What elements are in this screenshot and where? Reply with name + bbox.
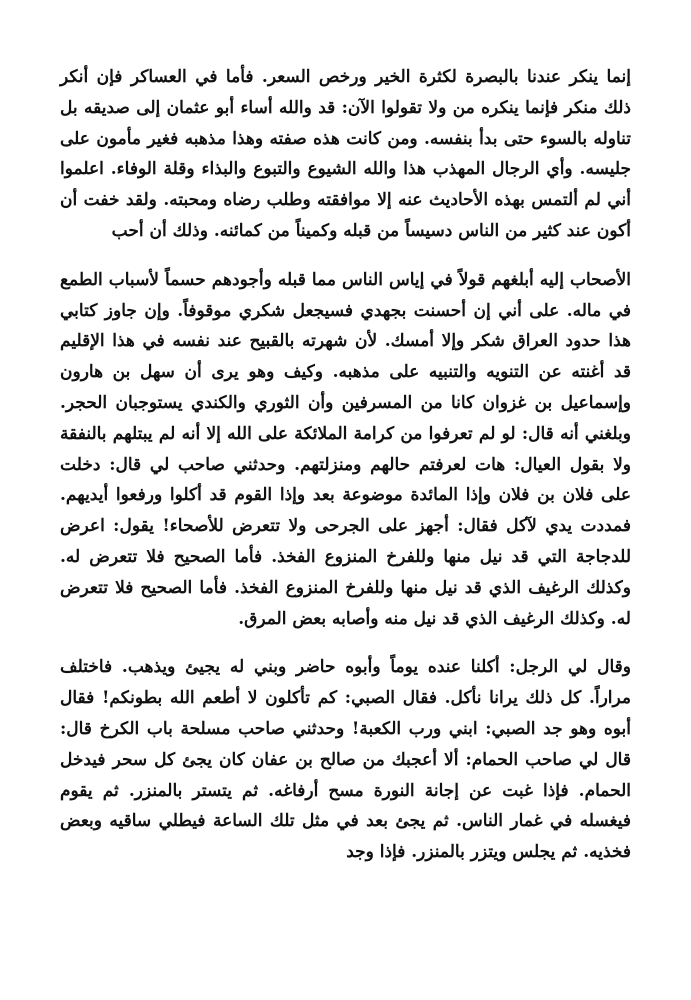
paragraph-2: الأصحاب إليه أبلغهم قولاً في إياس الناس مما قبله وأجودهم حسماً لأسباب الطمع في ماله. على أني إن أحسنت بجهدي فسيجعل شكري موقوفاً. وإن جاوز كتابي هذا حدود العراق شكر وإلا أمسك. لأن شهرته بالقبيح عند نفسه في هذا الإقليم قد أغنته عن التنويه والتنبيه على مذهبه. وكيف وهو يرى أن سهل بن هارون وإسماعيل بن غزوان كانا من المسرفين وأن الثوري والكندي يستوجبان الحجر. وبلغني أنه قال: لو لم تعرفوا من كرامة الملائكة على الله إلا أنه لم يبتلهم بالنفقة ولا بقول العيال: هات لعرفتم حالهم ومنزلتهم. وحدثني صاحب لي قال: دخلت على فلان بن فلان وإذا المائدة موضوعة بعد وإذا القوم قد أكلوا ورفعوا أيديهم. فمددت يدي لآكل فقال: أجهز على الجرحى ولا تتعرض للأصحاء! يقول: اعرض للدجاجة التي قد نيل منها وللفرخ المنزوع الفخذ. فأما الصحيح فلا تتعرض له. وكذلك الرغيف الذي قد نيل منها وللفرخ المنزوع الفخذ. فأما الصحيح فلا تتعرض له. وكذلك الرغيف الذي قد نيل منه وأصابه بعض المرق.	[60, 269, 631, 629]
paragraph-1: إنما ينكر عندنا بالبصرة لكثرة الخير ورخص السعر. فأما في العساكر فإن أنكر ذلك منكر فإنما ينكره من ولا تقولوا الآن: قد والله أساء أبو عثمان إلى صديقه بل تناوله بالسوء حتى بدأ بنفسه. ومن كانت هذه صفته وهذا مذهبه فغير مأمون على جليسه. وأي الرجال المهذب هذا والله الشيوع والتبوع والبذاء وقلة الوفاء. اعلموا أني لم ألتمس بهذه الأحاديث عنه إلا موافقته وطلب رضاه ومحبته. ولقد خفت أن أكون عند كثير من الناس دسيساً من قبله وكميناً من كمائنه. وذلك أن أحب	[60, 67, 631, 241]
document-page	[60, 62, 631, 868]
paragraph-3: وقال لي الرجل: أكلنا عنده يوماً وأبوه حاضر وبني له يجيئ ويذهب. فاختلف مراراً. كل ذلك يرانا نأكل. فقال الصبي: كم تأكلون لا أطعم الله بطونكم! فقال أبوه وهو جد الصبي: ابني ورب الكعبة! وحدثني صاحب مسلحة باب الكرخ قال: قال لي صاحب الحمام: ألا أعجبك من صالح بن عفان كان يجئ كل سحر فيدخل الحمام. فإذا غبت عن إجانة النورة مسح أرفاغه. ثم يتستر بالمنزر. ثم يقوم فيغسله في غمار الناس. ثم يجئ بعد في مثل تلك الساعة فيطلي ساقيه وبعض فخذيه. ثم يجلس ويتزر بالمنزر. فإذا وجد	[60, 657, 631, 863]
